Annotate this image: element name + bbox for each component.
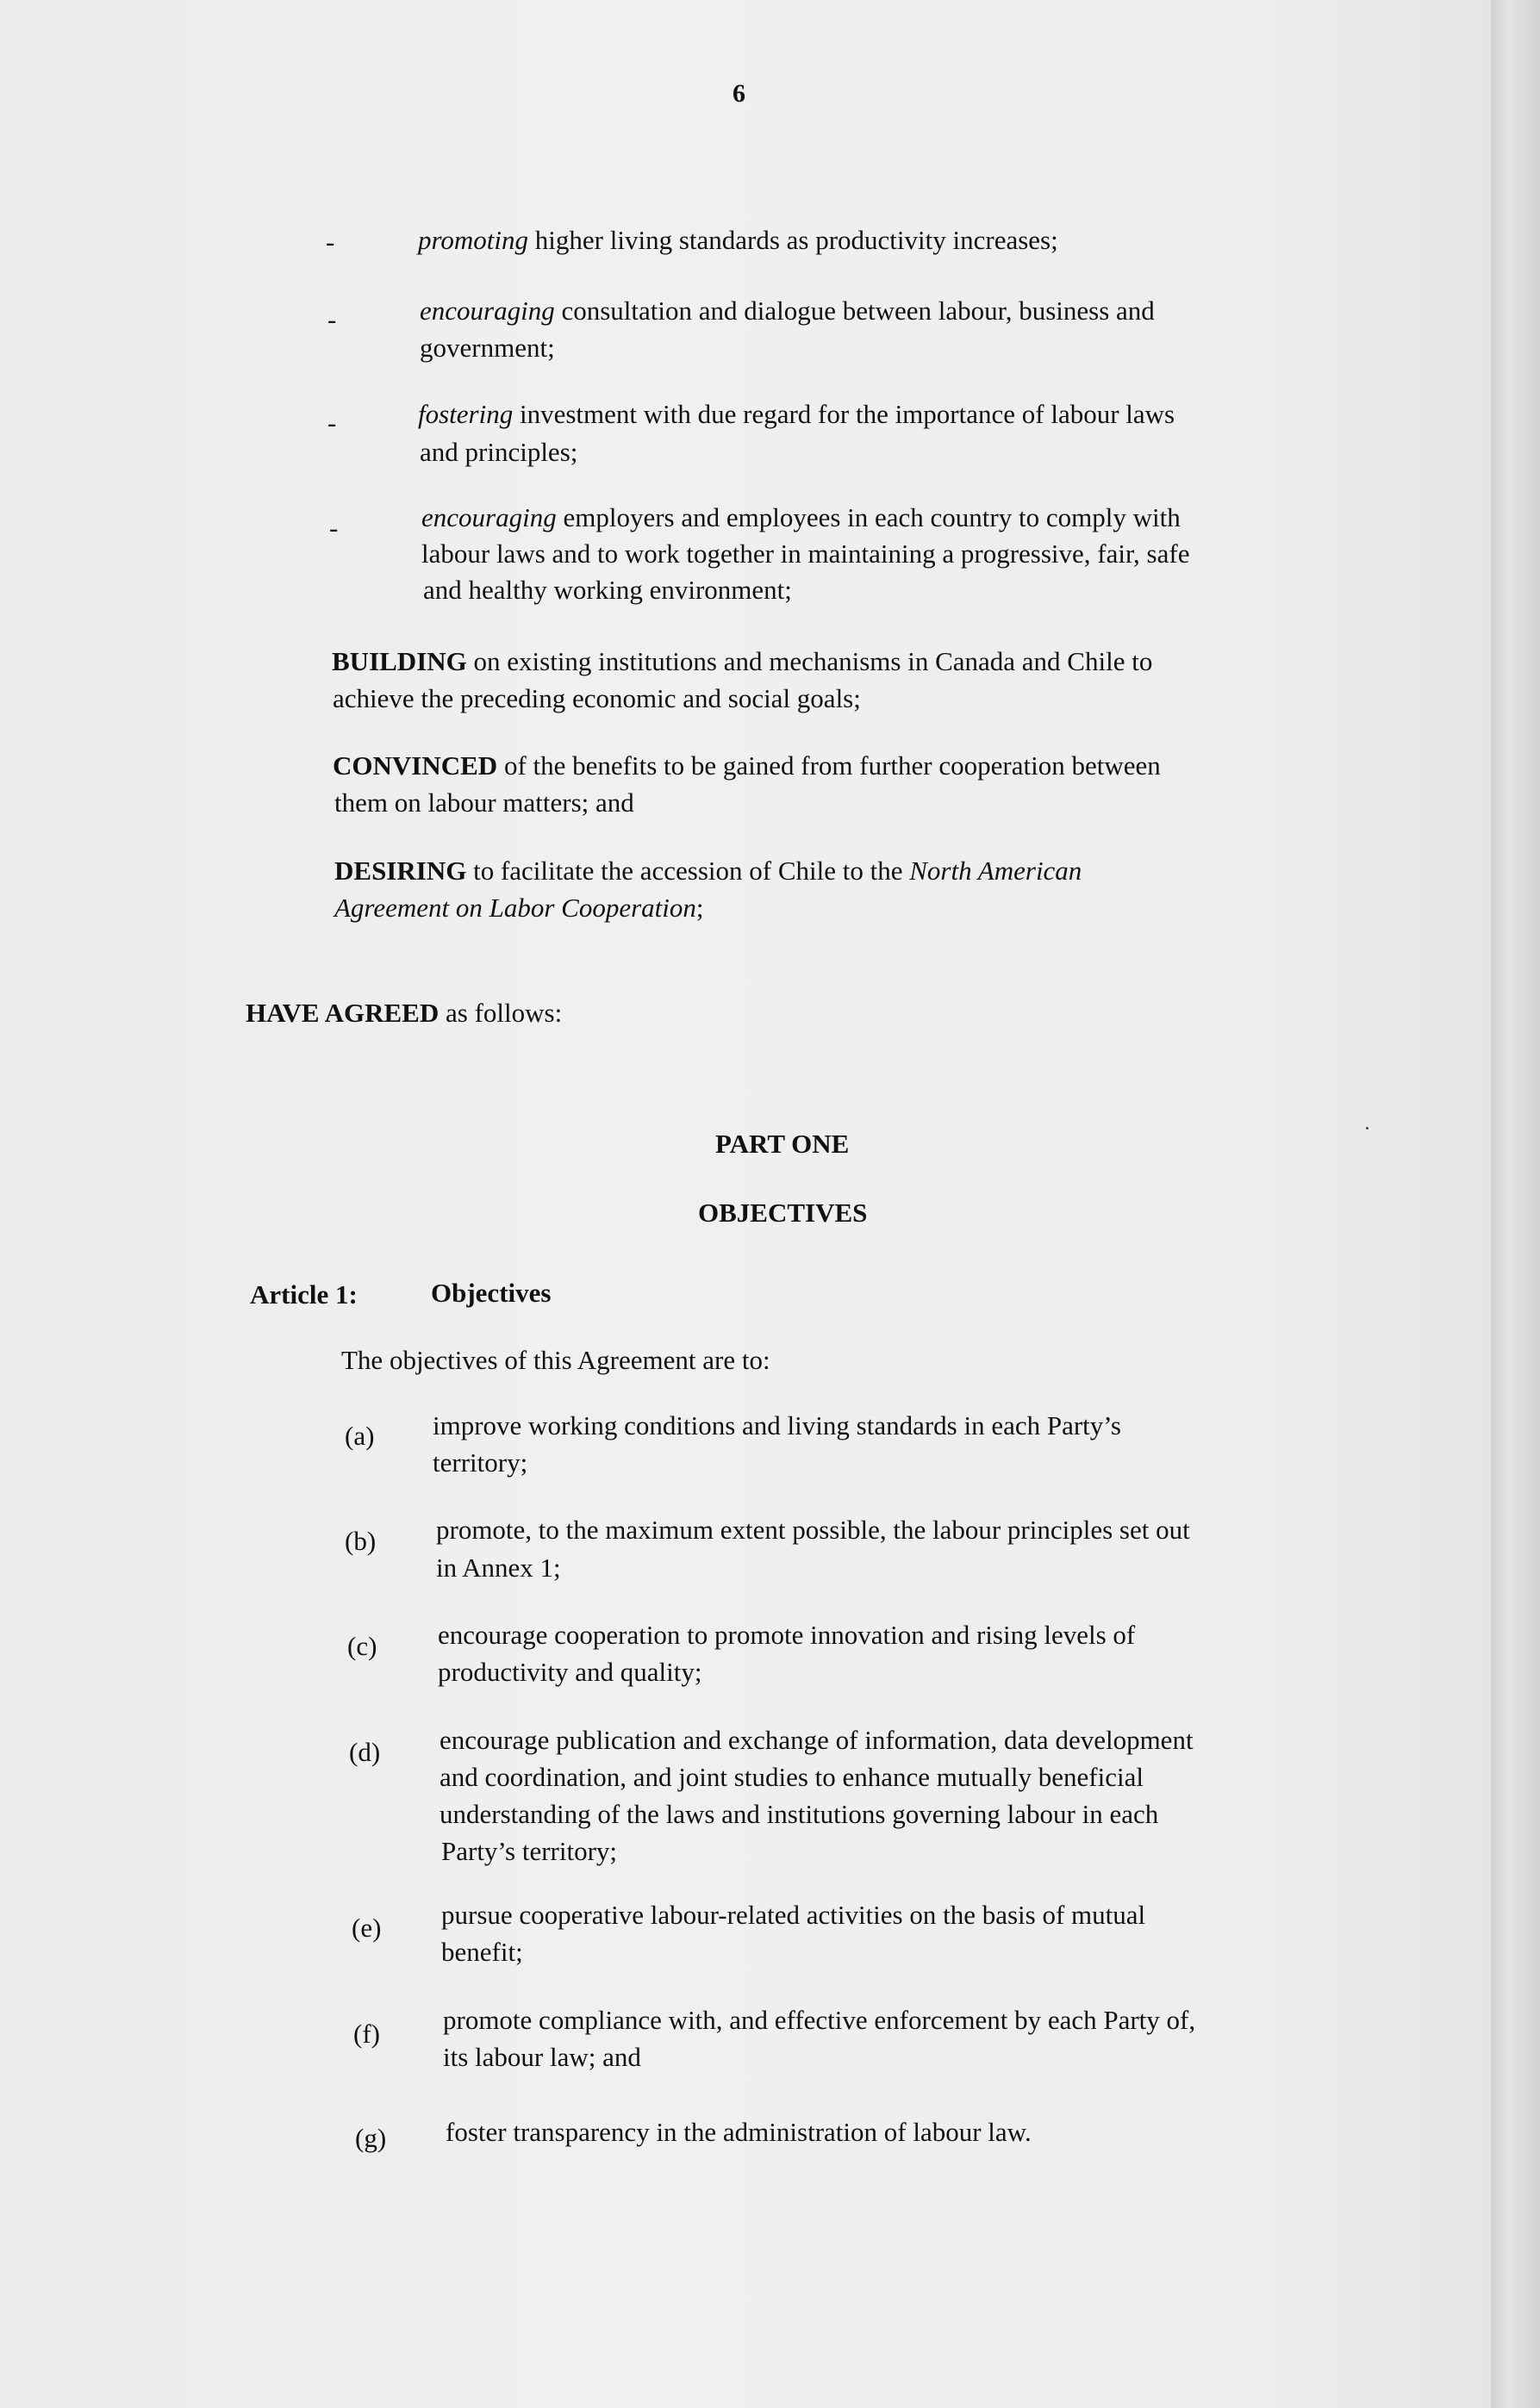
objective-line: in Annex 1;	[436, 1552, 561, 1583]
bullet-line: labour laws and to work together in maintaining a progressive, fair, safe	[421, 538, 1190, 569]
objective-label: (c)	[347, 1631, 377, 1661]
objective-line: benefit;	[441, 1937, 523, 1967]
part-title: PART ONE	[715, 1129, 850, 1159]
objective-label: (f)	[353, 2019, 380, 2049]
bullet-line: promoting higher living standards as productivity increases;	[418, 225, 1058, 255]
have-agreed: HAVE AGREED as follows:	[246, 998, 563, 1028]
objective-line: its labour law; and	[443, 2042, 641, 2072]
bullet-line: and healthy working environment;	[423, 575, 792, 605]
objective-label: (e)	[352, 1913, 382, 1943]
objective-line: promote, to the maximum extent possible, the labour principles set out	[436, 1515, 1190, 1545]
bullet-line: government;	[420, 333, 555, 363]
bullet-line: and principles;	[420, 437, 578, 467]
objectives-intro: The objectives of this Agreement are to:	[341, 1345, 770, 1375]
objective-line: promote compliance with, and effective enforcement by each Party of,	[443, 2005, 1196, 2035]
objective-label: (a)	[345, 1421, 375, 1451]
objective-label: (b)	[345, 1526, 377, 1556]
clause-convinced: CONVINCED of the benefits to be gained from further cooperation between	[333, 750, 1161, 781]
clause-desiring: DESIRING to facilitate the accession of Chile to the North American	[334, 856, 1082, 886]
bullet-dash: -	[327, 304, 337, 334]
bullet-line: encouraging consultation and dialogue between labour, business and	[420, 296, 1155, 326]
objective-line: understanding of the laws and institutions governing labour in each	[440, 1799, 1159, 1829]
objective-label: (g)	[355, 2123, 387, 2153]
part-subtitle: OBJECTIVES	[698, 1198, 868, 1228]
stray-mark	[1366, 1127, 1369, 1129]
clause-line: them on labour matters; and	[334, 787, 634, 818]
article-label: Article 1:	[250, 1279, 358, 1310]
objective-label: (d)	[349, 1737, 381, 1767]
clause-line: Agreement on Labor Cooperation;	[334, 893, 704, 923]
objective-line: pursue cooperative labour-related activities on the basis of mutual	[441, 1900, 1146, 1930]
bullet-line: encouraging employers and employees in each country to comply with	[421, 502, 1181, 532]
objective-line: encourage cooperation to promote innovation and rising levels of	[438, 1620, 1136, 1650]
clause-building: BUILDING on existing institutions and mechanisms in Canada and Chile to	[332, 646, 1153, 676]
clause-line: achieve the preceding economic and social goals;	[333, 683, 861, 713]
article-title: Objectives	[431, 1278, 552, 1308]
objective-line: improve working conditions and living standards in each Party’s	[433, 1410, 1121, 1440]
objective-line: and coordination, and joint studies to enhance mutually beneficial	[440, 1762, 1144, 1792]
objective-line: productivity and quality;	[438, 1657, 702, 1687]
bullet-dash: -	[327, 408, 337, 438]
page-number: 6	[733, 79, 745, 108]
page-edge-shadow	[1491, 0, 1540, 2408]
objective-line: territory;	[433, 1447, 528, 1478]
bullet-line: fostering investment with due regard for the importance of labour laws	[418, 399, 1175, 429]
bullet-dash: -	[329, 513, 339, 543]
objective-line: foster transparency in the administration of labour law.	[446, 2117, 1032, 2147]
objective-line: Party’s territory;	[441, 1836, 618, 1866]
objective-line: encourage publication and exchange of information, data development	[440, 1725, 1194, 1755]
bullet-dash: -	[326, 227, 335, 257]
